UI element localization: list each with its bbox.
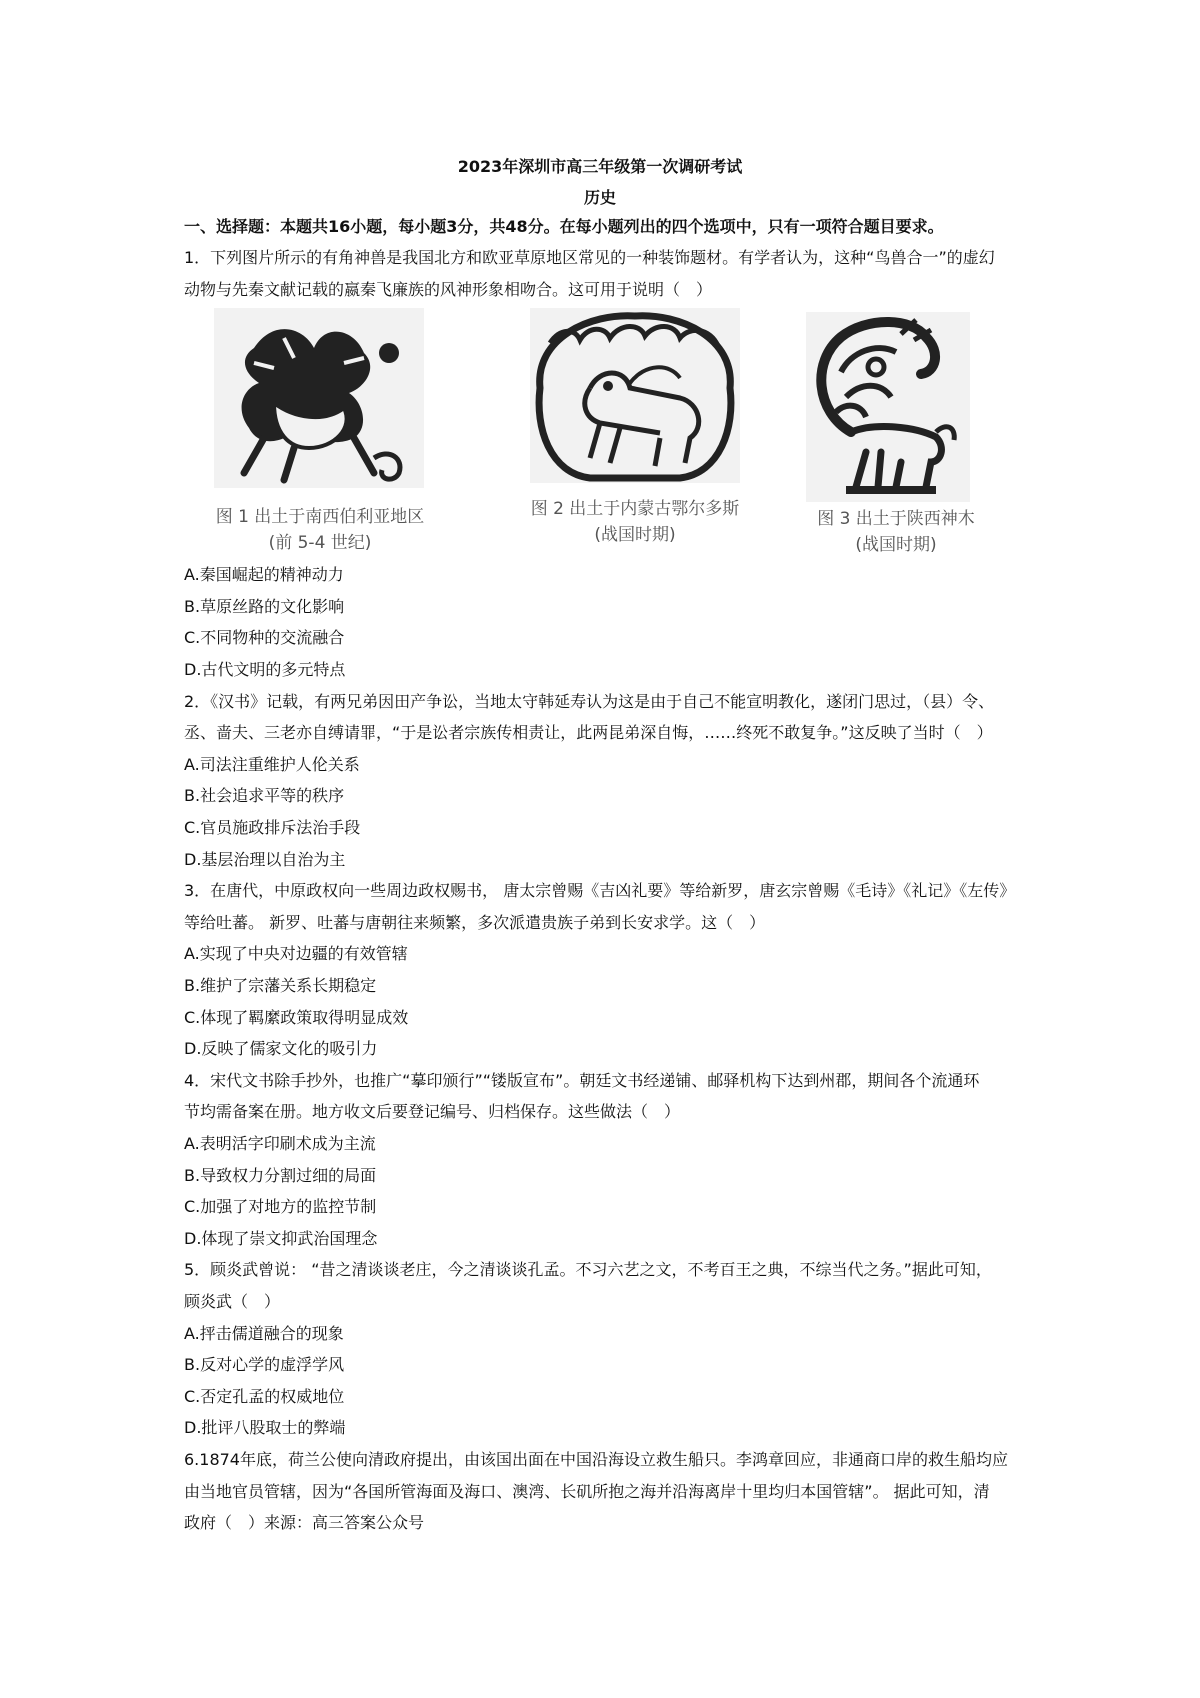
- figure-1-caption: [170, 504, 470, 556]
- q5-option-d: D.批评八股取士的弊端: [184, 1418, 346, 1437]
- q4-stem-line-2: 节均需备案在册。地方收文后要登记编号、归档保存。这些做法（ ）: [184, 1102, 681, 1121]
- q5-option-a: A.抨击儒道融合的现象: [184, 1324, 344, 1343]
- section-heading: 一、选择题：本题共16小题，每小题3分，共48分。在每小题列出的四个选项中，只有一项符合题目要求。: [184, 217, 944, 236]
- figure-2-caption-line-2: (战国时期): [594, 525, 676, 545]
- figure-1-caption-line-2: (前 5-4 世纪): [268, 533, 372, 553]
- q5-stem-line-1: 5．顾炎武曾说： “昔之清谈谈老庄，今之清谈谈孔孟。不习六艺之文，不考百王之典，不综当代之务。”据此可知，: [184, 1260, 992, 1279]
- q1-option-a: A.秦国崛起的精神动力: [184, 565, 344, 584]
- q5-option-c: C.否定孔孟的权威地位: [184, 1387, 345, 1406]
- q3-option-d: D.反映了儒家文化的吸引力: [184, 1039, 378, 1058]
- q1-option-b: B.草原丝路的文化影响: [184, 597, 345, 616]
- q4-option-b: B.导致权力分割过细的局面: [184, 1166, 377, 1185]
- q5-stem-line-2: 顾炎武（ ）: [184, 1292, 281, 1311]
- q3-stem-line-2: 等给吐蕃。 新罗、吐蕃与唐朝往来频繁，多次派遣贵族子弟到长安求学。这（ ）: [184, 913, 766, 932]
- subject-title: 历史: [583, 188, 616, 207]
- q4-stem-line-1: 4．宋代文书除手抄外，也推广“摹印颁行”“镂版宣布”。朝廷文书经递铺、邮驿机构下达到州郡，期间各个流通环: [184, 1071, 980, 1090]
- figure-2-horned-beast-image: [530, 308, 740, 483]
- exam-title: 2023年深圳市高三年级第一次调研考试: [457, 157, 743, 176]
- q3-stem-line-1: 3．在唐代，中原政权向一些周边政权赐书， 唐太宗曾赐《吉凶礼要》等给新罗，唐玄宗曾赐《毛诗》《礼记》《左传》: [184, 881, 1016, 900]
- figure-3-horned-beast-image: [806, 312, 970, 502]
- q2-option-c: C.官员施政排斥法治手段: [184, 818, 361, 837]
- figure-3-caption-line-2: (战国时期): [855, 535, 937, 555]
- figure-3-caption: [746, 506, 1046, 558]
- q2-stem-line-1: 2．《汉书》记载，有两兄弟因田产争讼，当地太守韩延寿认为这是由于自己不能宣明教化，遂闭门思过，（县）令、: [184, 692, 995, 711]
- q3-option-a: A.实现了中央对边疆的有效管辖: [184, 944, 408, 963]
- q4-option-a: A.表明活字印刷术成为主流: [184, 1134, 376, 1153]
- q1-option-d: D.古代文明的多元特点: [184, 660, 346, 679]
- figure-2-caption: [485, 496, 785, 548]
- q2-option-d: D.基层治理以自治为主: [184, 850, 346, 869]
- q1-option-c: C.不同物种的交流融合: [184, 628, 345, 647]
- q3-option-b: B.维护了宗藩关系长期稳定: [184, 976, 377, 995]
- figure-3-caption-line-1: 图 3 出土于陕西神木: [817, 509, 975, 529]
- q2-option-b: B.社会追求平等的秩序: [184, 786, 345, 805]
- q6-stem-line-3: 政府（ ）来源：高三答案公众号: [184, 1513, 425, 1532]
- q2-option-a: A.司法注重维护人伦关系: [184, 755, 360, 774]
- q6-stem-line-1: 6.1874年底，荷兰公使向清政府提出，由该国出面在中国沿海设立救生船只。李鸿章回应，非通商口岸的救生船均应: [184, 1450, 1008, 1469]
- q4-option-c: C.加强了对地方的监控节制: [184, 1197, 377, 1216]
- q4-option-d: D.体现了崇文抑武治国理念: [184, 1229, 378, 1248]
- q1-stem-line-1: 1．下列图片所示的有角神兽是我国北方和欧亚草原地区常见的一种装饰题材。有学者认为，这种“鸟兽合一”的虚幻: [184, 248, 995, 267]
- figure-2-caption-line-1: 图 2 出土于内蒙古鄂尔多斯: [530, 499, 740, 519]
- figure-1-horned-beast-image: [214, 308, 424, 488]
- q2-stem-line-2: 丞、啬夫、三老亦自缚请罪，“于是讼者宗族传相责让，此两昆弟深自悔，……终死不敢复争。”这反映了当时（ ）: [184, 723, 993, 742]
- q1-stem-line-2: 动物与先秦文献记载的嬴秦飞廉族的风神形象相吻合。这可用于说明（ ）: [184, 280, 713, 299]
- q6-stem-line-2: 由当地官员管辖，因为“各国所管海面及海口、澳湾、长矶所抱之海并沿海离岸十里均归本国管辖”。 据此可知，清: [184, 1482, 990, 1501]
- q5-option-b: B.反对心学的虚浮学风: [184, 1355, 345, 1374]
- q3-option-c: C.体现了羁縻政策取得明显成效: [184, 1008, 409, 1027]
- figure-1-caption-line-1: 图 1 出土于南西伯利亚地区: [215, 507, 425, 527]
